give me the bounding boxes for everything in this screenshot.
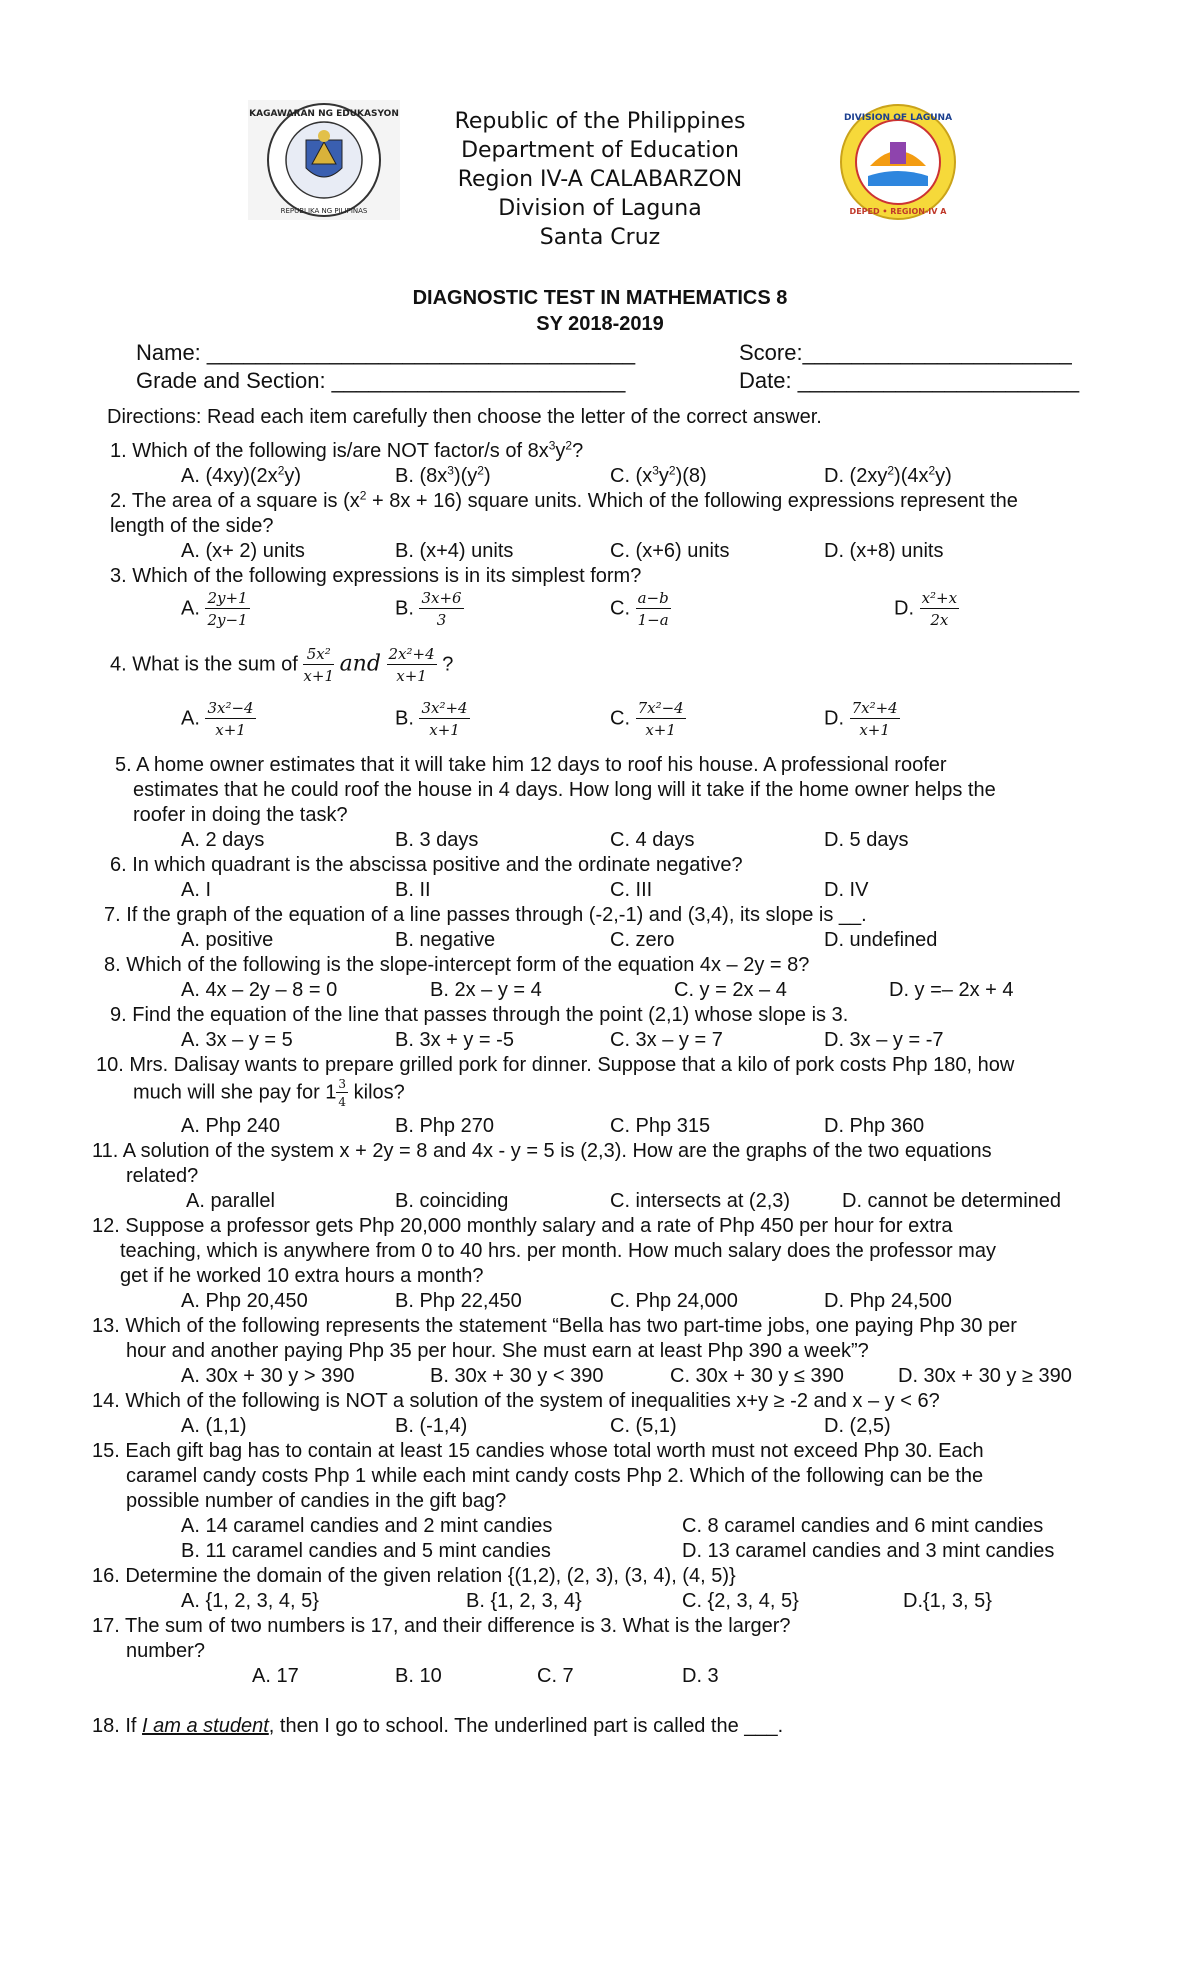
q14-option-b[interactable]: B. (-1,4)	[395, 1415, 468, 1437]
q8-option-a[interactable]: A. 4x – 2y – 8 = 0	[181, 979, 338, 1001]
question-15-cont: caramel candy costs Php 1 while each mint candy costs Php 2. Which of the following can be the	[126, 1465, 984, 1487]
header-line: Department of Education	[461, 138, 739, 163]
date-field[interactable]: Date: _______________________	[739, 368, 1080, 393]
q2-option-c[interactable]: C. (x+6) units	[610, 540, 730, 562]
question-3: 3. Which of the following expressions is in its simplest form?	[110, 565, 642, 587]
q1-option-b[interactable]: B. $(8x^3)(y^2)$	[395, 463, 491, 487]
q14-option-d[interactable]: D. (2,5)	[824, 1415, 891, 1437]
q8-option-d[interactable]: D. y =– 2x + 4	[889, 979, 1014, 1001]
q13-option-b[interactable]: B. 30x + 30 y < 390	[430, 1365, 604, 1387]
q9-option-b[interactable]: B. 3x + y = -5	[395, 1029, 514, 1051]
q4-option-b[interactable]: B. $\frac{\text{3x²+4}}{x+1}$	[395, 699, 468, 739]
q3-option-b[interactable]: B. $\frac{3x+6}{3}$	[395, 589, 462, 629]
q4-option-d[interactable]: D. $\frac{\text{7x²+4}}{x+1}$	[824, 699, 898, 739]
q13-option-a[interactable]: A. 30x + 30 y > 390	[181, 1365, 355, 1387]
q17-option-c[interactable]: C. 7	[537, 1665, 574, 1687]
q3-option-c[interactable]: C. $\frac{a-b}{1-a}$	[610, 589, 669, 629]
q9-option-a[interactable]: A. 3x – y = 5	[181, 1029, 293, 1051]
question-10: 10. Mrs. Dalisay wants to prepare grilled pork for dinner. Suppose that a kilo of pork costs Php 180, how	[96, 1054, 1015, 1076]
q11-option-c[interactable]: C. intersects at (2,3)	[610, 1190, 791, 1212]
q3-option-d[interactable]: D. $\frac{\text{x²+x}}{2x}$	[894, 589, 958, 629]
question-5-cont: roofer in doing the task?	[133, 804, 348, 826]
q6-option-d[interactable]: D. IV	[824, 879, 869, 901]
question-5-cont: estimates that he could roof the house in 4 days. How long will it take if the home owner helps the	[133, 779, 996, 801]
q5-option-c[interactable]: C. 4 days	[610, 829, 695, 851]
question-4: 4. What is the sum of $\frac{\text{5x²}}{x+1}$ and $\frac{\text{2x²+4}}{x+1}$ ?	[110, 645, 454, 685]
question-7: 7. If the graph of the equation of a line passes through (-2,-1) and (3,4), its slope is __.	[104, 904, 867, 926]
q12-option-d[interactable]: D. Php 24,500	[824, 1290, 952, 1312]
question-12-cont: get if he worked 10 extra hours a month?	[120, 1265, 484, 1287]
q16-option-c[interactable]: C. {2, 3, 4, 5}	[682, 1590, 799, 1612]
question-17-cont: number?	[126, 1640, 205, 1662]
question-11: 11. A solution of the system x + 2y = 8 and 4x - y = 5 is (2,3). How are the graphs of the two equations	[92, 1140, 992, 1162]
q7-option-b[interactable]: B. negative	[395, 929, 496, 951]
question-6: 6. In which quadrant is the abscissa positive and the ordinate negative?	[110, 854, 743, 876]
q11-option-d[interactable]: D. cannot be determined	[842, 1190, 1062, 1212]
q3-option-a[interactable]: A. $\frac{2y+1}{2y-1}$	[181, 589, 248, 629]
q10-option-b[interactable]: B. Php 270	[395, 1115, 494, 1137]
q16-option-b[interactable]: B. {1, 2, 3, 4}	[466, 1590, 582, 1612]
header-line: Division of Laguna	[498, 196, 702, 221]
q5-option-a[interactable]: A. 2 days	[181, 829, 265, 851]
q7-option-c[interactable]: C. zero	[610, 929, 675, 951]
directions: Directions: Read each item carefully then choose the letter of the correct answer.	[107, 406, 822, 428]
grade-section-field[interactable]: Grade and Section: ________________________	[136, 368, 626, 393]
q2-option-b[interactable]: B. (x+4) units	[395, 540, 514, 562]
q17-option-d[interactable]: D. 3	[682, 1665, 719, 1687]
q6-option-b[interactable]: B. II	[395, 879, 431, 901]
header-line: Region IV-A CALABARZON	[457, 167, 743, 192]
q16-option-a[interactable]: A. {1, 2, 3, 4, 5}	[181, 1590, 319, 1612]
q10-option-a[interactable]: A. Php 240	[181, 1115, 280, 1137]
q8-option-b[interactable]: B. 2x – y = 4	[430, 979, 542, 1001]
q6-option-a[interactable]: A. I	[181, 879, 212, 901]
q2-option-a[interactable]: A. (x+ 2) units	[181, 540, 305, 562]
test-title: DIAGNOSTIC TEST IN MATHEMATICS 8	[412, 287, 788, 309]
q12-option-b[interactable]: B. Php 22,450	[395, 1290, 522, 1312]
question-15-cont: possible number of candies in the gift bag?	[126, 1490, 507, 1512]
svg-text:REPUBLIKA NG PILIPINAS: REPUBLIKA NG PILIPINAS	[280, 207, 368, 215]
q4-option-c[interactable]: C. $\frac{\text{7x²−4}}{x+1}$	[610, 699, 684, 739]
school-year: SY 2018-2019	[536, 313, 664, 335]
q16-option-d[interactable]: D.{1, 3, 5}	[903, 1590, 992, 1612]
question-8: 8. Which of the following is the slope-intercept form of the equation 4x – 2y = 8?	[104, 954, 810, 976]
q10-option-d[interactable]: D. Php 360	[824, 1115, 925, 1137]
q5-option-b[interactable]: B. 3 days	[395, 829, 479, 851]
q5-option-d[interactable]: D. 5 days	[824, 829, 909, 851]
name-field[interactable]: Name: ___________________________________	[136, 340, 636, 365]
q15-option-c[interactable]: C. 8 caramel candies and 6 mint candies	[682, 1515, 1044, 1537]
question-16: 16. Determine the domain of the given relation {(1,2), (2, 3), (3, 4), (4, 5)}	[92, 1565, 736, 1587]
svg-text:KAGAWARAN NG EDUKASYON: KAGAWARAN NG EDUKASYON	[249, 109, 399, 119]
score-field[interactable]: Score:______________________	[739, 340, 1072, 365]
q8-option-c[interactable]: C. y = 2x – 4	[674, 979, 787, 1001]
q15-option-a[interactable]: A. 14 caramel candies and 2 mint candies	[181, 1515, 553, 1537]
q13-option-d[interactable]: D. 30x + 30 y ≥ 390	[898, 1365, 1072, 1387]
question-18: 18. If I am a student, then I go to school. The underlined part is called the ___.	[92, 1715, 784, 1737]
question-13: 13. Which of the following represents the statement “Bella has two part-time jobs, one paying Php 30 per	[92, 1315, 1017, 1337]
question-2: 2. The area of a square is $(x^2 + 8x + 16)$ square units. Which of the following expressions represent the	[110, 488, 1018, 512]
q13-option-c[interactable]: C. 30x + 30 y ≤ 390	[670, 1365, 844, 1387]
q6-option-c[interactable]: C. III	[610, 879, 653, 901]
question-2-cont: length of the side?	[110, 515, 274, 537]
q12-option-c[interactable]: C. Php 24,000	[610, 1290, 738, 1312]
q15-option-b[interactable]: B. 11 caramel candies and 5 mint candies	[181, 1540, 551, 1562]
header-block	[350, 107, 850, 252]
q2-option-d[interactable]: D. (x+8) units	[824, 540, 944, 562]
header-line: Santa Cruz	[539, 225, 661, 250]
q9-option-c[interactable]: C. 3x – y = 7	[610, 1029, 723, 1051]
q1-option-c[interactable]: C. $(x^3y^2)(8)$	[610, 463, 707, 487]
q17-option-a[interactable]: A. 17	[252, 1665, 299, 1687]
question-12: 12. Suppose a professor gets Php 20,000 monthly salary and a rate of Php 450 per hour for extra	[92, 1215, 953, 1237]
question-5: 5. A home owner estimates that it will take him 12 days to roof his house. A professional roofer	[115, 754, 947, 776]
header-line: Republic of the Philippines	[454, 109, 746, 134]
question-1: 1. Which of the following is/are NOT factor/s of $8x^3y^2$?	[110, 438, 584, 462]
question-17: 17. The sum of two numbers is 17, and their difference is 3. What is the larger?	[92, 1615, 791, 1637]
q7-option-a[interactable]: A. positive	[181, 929, 274, 951]
question-14: 14. Which of the following is NOT a solution of the system of inequalities x+y ≥ -2 and x – y < 6?	[92, 1390, 940, 1412]
question-12-cont: teaching, which is anywhere from 0 to 40 hrs. per month. How much salary does the professor may	[120, 1240, 996, 1262]
q7-option-d[interactable]: D. undefined	[824, 929, 938, 951]
q14-option-c[interactable]: C. (5,1)	[610, 1415, 677, 1437]
q12-option-a[interactable]: A. Php 20,450	[181, 1290, 308, 1312]
question-13-cont: hour and another paying Php 35 per hour. She must earn at least Php 390 a week”?	[126, 1340, 869, 1362]
q9-option-d[interactable]: D. 3x – y = -7	[824, 1029, 944, 1051]
underlined-phrase: I am a student	[142, 1715, 269, 1737]
q14-option-a[interactable]: A. (1,1)	[181, 1415, 247, 1437]
q17-option-b[interactable]: B. 10	[395, 1665, 442, 1687]
q4-option-a[interactable]: A. $\frac{\text{3x²−4}}{x+1}$	[181, 699, 254, 739]
question-10-cont: much will she pay for 1 $\frac{3}{4}$ kilos?	[133, 1077, 405, 1109]
q15-option-d[interactable]: D. 13 caramel candies and 3 mint candies	[682, 1540, 1055, 1562]
svg-text:DEPED • REGION-IV A: DEPED • REGION-IV A	[849, 207, 947, 216]
question-15: 15. Each gift bag has to contain at least 15 candies whose total worth must not exceed Php 30. Each	[92, 1440, 984, 1462]
q11-option-b[interactable]: B. coinciding	[395, 1190, 509, 1212]
question-9: 9. Find the equation of the line that passes through the point (2,1) whose slope is 3.	[110, 1004, 849, 1026]
q11-option-a[interactable]: A. parallel	[186, 1190, 275, 1212]
question-11-cont: related?	[126, 1165, 199, 1187]
division-of-laguna-seal-logo	[838, 102, 958, 222]
q10-option-c[interactable]: C. Php 315	[610, 1115, 711, 1137]
q1-option-d[interactable]: D. $(2xy^2)(4x^2y)$	[824, 463, 952, 487]
q1-option-a[interactable]: A. $(4xy)(2x^2y)$	[181, 463, 302, 487]
svg-text:DIVISION OF LAGUNA: DIVISION OF LAGUNA	[843, 113, 953, 123]
